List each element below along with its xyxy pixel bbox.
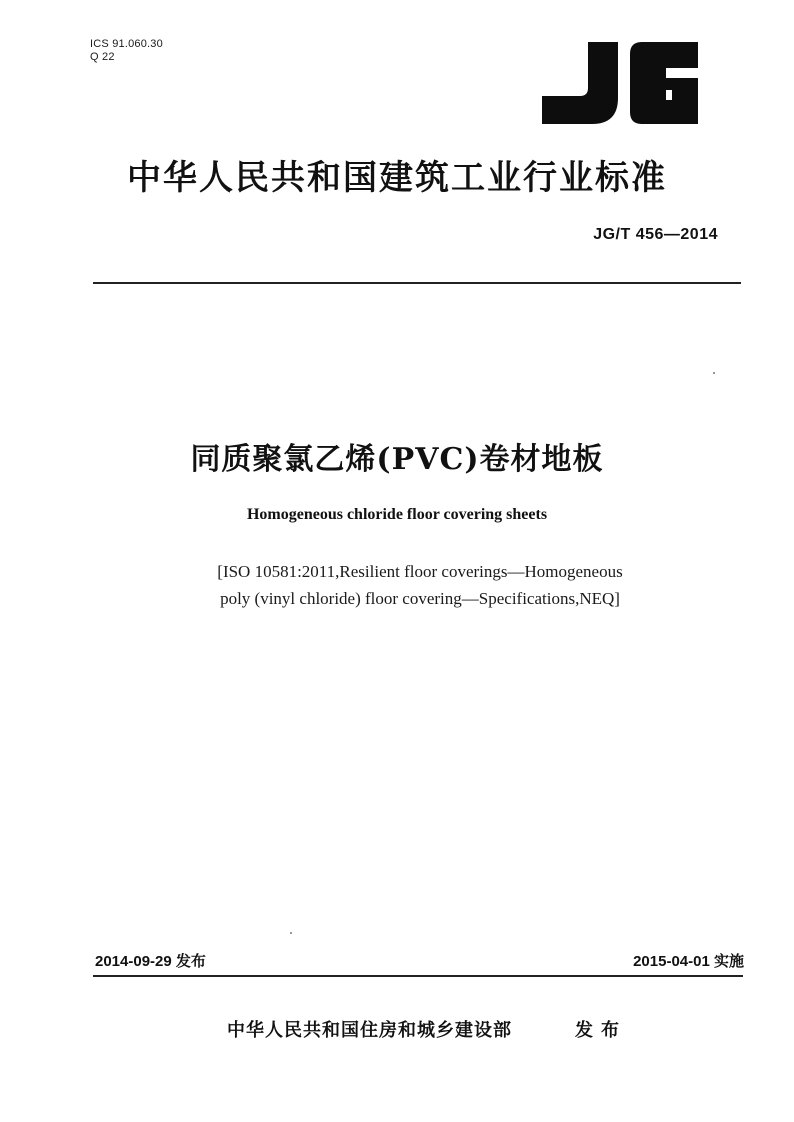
reference-standard — [150, 558, 690, 612]
title-english: Homogeneous chloride floor covering sheets — [246, 506, 548, 523]
reference-line-2: poly (vinyl chloride) floor covering—Specifications,NEQ] — [220, 589, 620, 608]
standard-number: JG/T 456—2014 — [593, 226, 718, 243]
class-code: Q 22 — [90, 51, 115, 63]
standard-category: 中华人民共和国建筑工业行业标准 — [127, 158, 667, 198]
jg-logo-letter-g — [630, 42, 698, 124]
jg-logo-letter-j — [542, 42, 618, 124]
scan-speck — [290, 932, 292, 934]
issue-label: 发布 — [575, 1020, 627, 1041]
jg-logo — [540, 38, 700, 128]
classification-codes — [90, 38, 210, 64]
issue-date: 2014-09-29 发布 — [95, 953, 206, 970]
title-chinese: 同质聚氯乙烯(PVC)卷材地板 — [190, 442, 604, 477]
ics-code: ICS 91.060.30 — [90, 38, 163, 50]
issuing-authority: 中华人民共和国住房和城乡建设部 — [227, 1020, 512, 1041]
top-divider — [93, 282, 741, 284]
effective-date: 2015-04-01 实施 — [633, 953, 744, 970]
reference-line-1: [ISO 10581:2011,Resilient floor coverings—Homogeneous — [217, 562, 623, 581]
scan-speck — [713, 372, 715, 374]
bottom-divider — [93, 975, 743, 977]
